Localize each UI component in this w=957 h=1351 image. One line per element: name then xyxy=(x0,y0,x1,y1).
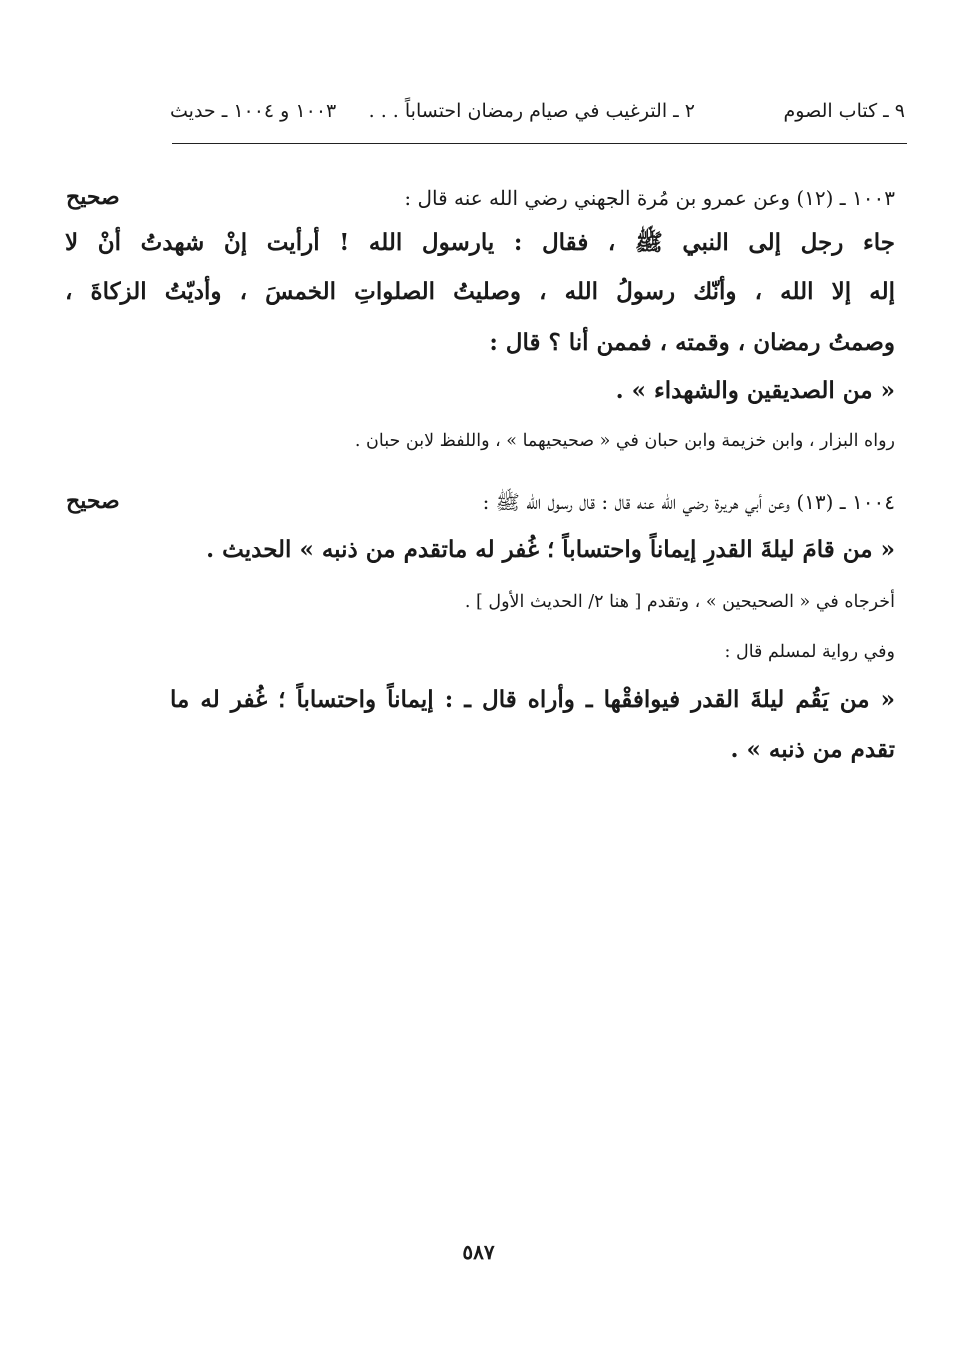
page-number: ٥٨٧ xyxy=(462,1240,495,1264)
header-hadith-range: ١٠٠٣ و ١٠٠٤ ـ حديث xyxy=(170,100,337,122)
hadith-1003-matn-line: « من الصديقين والشهداء » . xyxy=(615,377,895,404)
hadith-1004-matn: « من قامَ ليلةَ القدرِ إيماناً واحتساباً ؛ غُفر له ماتقدم من ذنبه » الحديث . xyxy=(206,536,895,563)
header-chapter-title: ٢ ـ الترغيب في صيام رمضان احتساباً . . . xyxy=(368,100,695,122)
hadith-1003-intro: ١٠٠٣ ـ (١٢) وعن عمرو بن مُرة الجهني رضي الله عنه قال : xyxy=(404,186,895,210)
grade-label-1004: صحيح xyxy=(66,488,120,514)
header-book-title: ٩ ـ كتاب الصوم xyxy=(783,100,905,122)
hadith-1003-matn-line: وصمتُ رمضان ، وقمته ، فممن أنا ؟ قال : xyxy=(489,329,895,356)
running-header xyxy=(170,96,905,130)
hadith-1003-source: رواه البزار ، وابن خزيمة وابن حبان في « صحيحيهما » ، واللفظ لابن حبان . xyxy=(354,431,895,451)
muslim-narration-intro: وفي رواية لمسلم قال : xyxy=(724,642,895,662)
hadith-1004-intro: ١٠٠٤ ـ (١٣) وعن أبي هريرة رضي الله عنه قال : قال رسول الله ﷺ : xyxy=(482,490,895,514)
hadith-1003-matn-line: جاء رجل إلى النبي ﷺ ، فقال : يارسول الله ! أرأيت إنْ شهدتُ أنْ لا xyxy=(65,229,895,256)
muslim-narration-line: « من يَقُم ليلةَ القدر فيوافقْها ـ وأراه قال ـ : إيماناً واحتساباً ؛ غُفر له ما xyxy=(170,686,895,713)
hadith-1004-source: أخرجاه في « الصحيحين » ، وتقدم [ هنا ٢/ الحديث الأول ] . xyxy=(464,592,895,612)
header-divider xyxy=(172,143,907,144)
grade-label-1003: صحيح xyxy=(66,184,120,210)
muslim-narration-line: تقدم من ذنبه » . xyxy=(730,736,895,763)
hadith-1003-matn-line: إله إلا الله ، وأنّك رسولُ الله ، وصليتُ الصلواتِ الخمسَ ، وأديّتُ الزكاةَ ، xyxy=(65,278,895,305)
